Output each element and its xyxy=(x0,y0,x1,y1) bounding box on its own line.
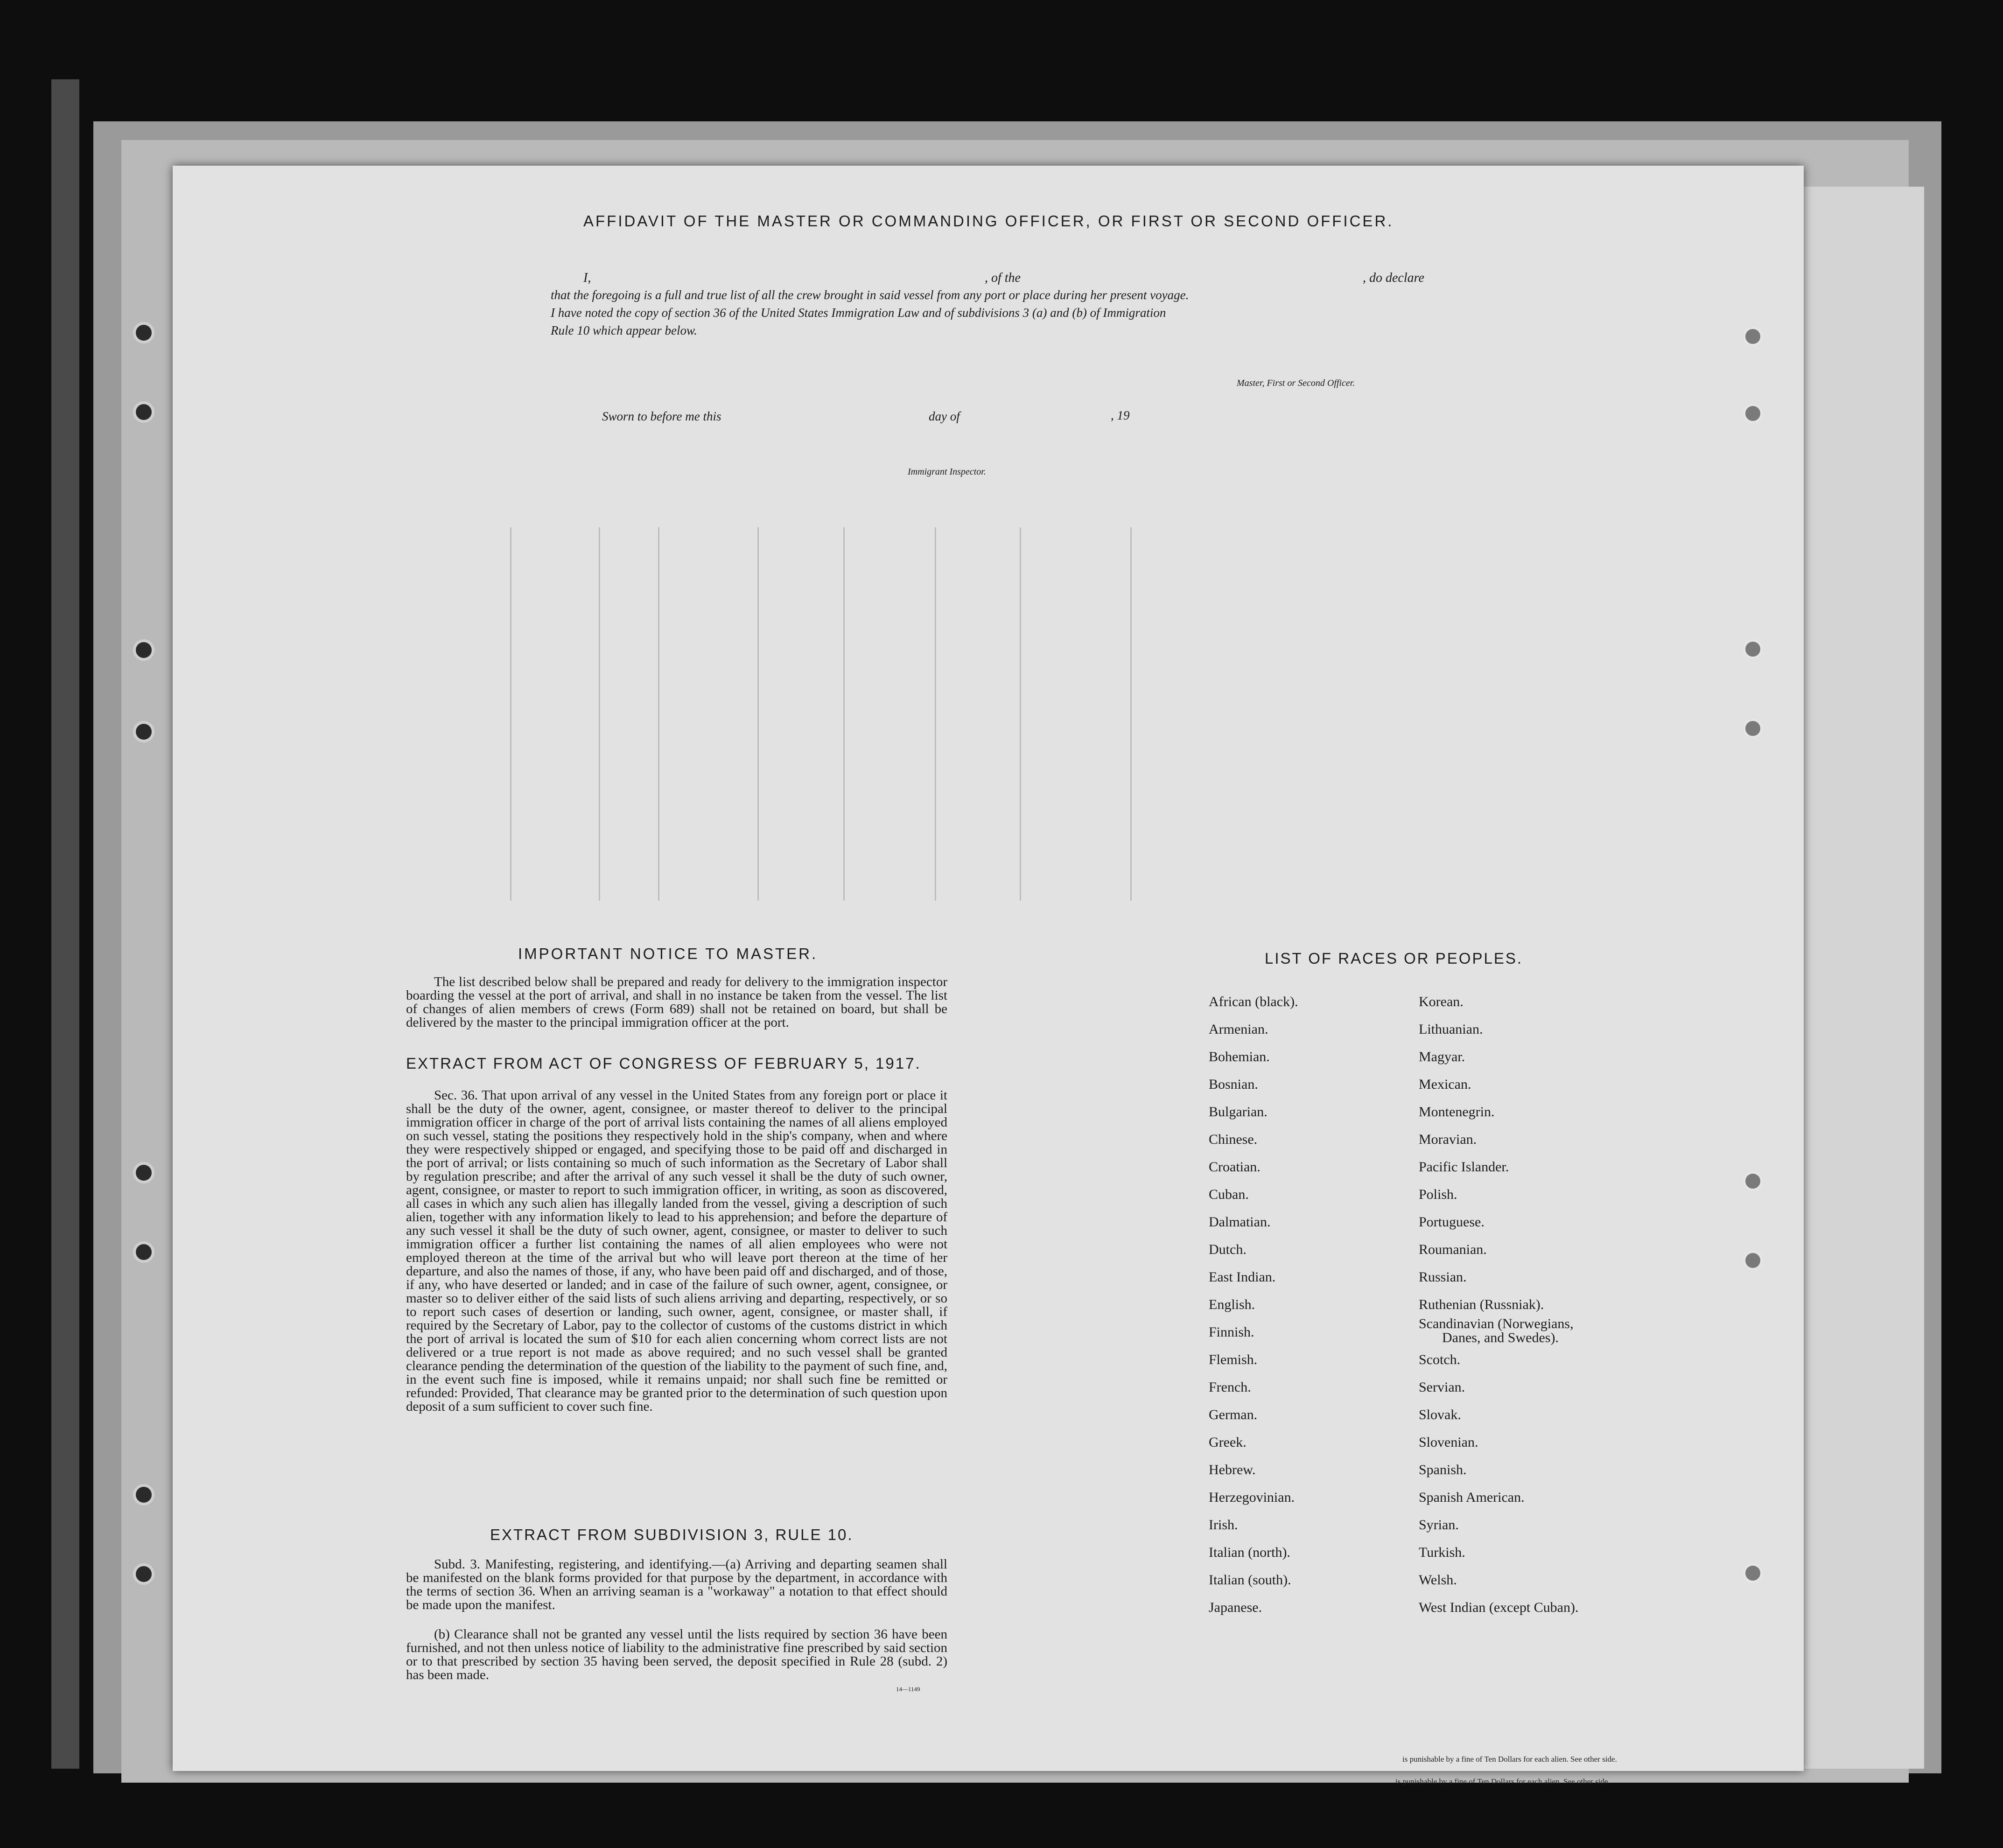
race-item: Slovenian. xyxy=(1419,1435,1478,1450)
race-item: Hebrew. xyxy=(1209,1462,1256,1477)
race-item: English. xyxy=(1209,1297,1255,1312)
race-item: French. xyxy=(1209,1379,1251,1395)
column-rule xyxy=(757,527,759,901)
race-item: Roumanian. xyxy=(1419,1242,1487,1257)
binder-hole xyxy=(133,1484,154,1505)
column-rule xyxy=(1130,527,1132,901)
year-label: , 19 xyxy=(1111,408,1130,422)
race-item: Servian. xyxy=(1419,1379,1465,1395)
race-item: Armenian. xyxy=(1209,1022,1268,1037)
race-item: Dalmatian. xyxy=(1209,1214,1271,1230)
race-item: Spanish American. xyxy=(1419,1490,1525,1505)
race-item: Flemish. xyxy=(1209,1352,1258,1367)
day-of-label: day of xyxy=(929,409,960,423)
affidavit-do-declare: , do declare xyxy=(1363,271,1424,285)
race-item: Croatian. xyxy=(1209,1159,1261,1175)
race-item: Japanese. xyxy=(1209,1600,1262,1615)
punch-hole xyxy=(1743,1251,1763,1270)
binder-hole xyxy=(133,401,154,423)
race-item: Portuguese. xyxy=(1419,1214,1485,1230)
column-rule xyxy=(658,527,659,901)
affidavit-title: AFFIDAVIT OF THE MASTER OR COMMANDING OFFICER, OR FIRST OR SECOND OFFICER. xyxy=(583,212,1394,230)
race-item: Scandinavian (Norwegians, xyxy=(1419,1316,1574,1331)
footer-note-2: is punishable by a fine of Ten Dollars for each alien. See other side. xyxy=(1395,1777,1610,1786)
inspector-label: Immigrant Inspector. xyxy=(908,467,986,477)
affidavit-line2: that the foregoing is a full and true list of all the crew brought in said vessel from any port or place during her present voyage. xyxy=(551,288,1189,302)
race-item: West Indian (except Cuban). xyxy=(1419,1600,1579,1615)
binder-hole xyxy=(133,322,154,343)
binder-hole xyxy=(133,639,154,661)
extract-rule-body-a: Subd. 3. Manifesting, registering, and identifying.—(a) Arriving and departing seamen shall be manifested on the blank forms provided for that purpose by the department, in accordance with the terms of section 36. When an arriving seaman is a "workaway" a notation to that effect should be made upon the manifest. xyxy=(406,1557,947,1612)
race-item: Pacific Islander. xyxy=(1419,1159,1509,1175)
race-item: Syrian. xyxy=(1419,1517,1459,1533)
race-item: Lithuanian. xyxy=(1419,1022,1483,1037)
race-item: Bulgarian. xyxy=(1209,1104,1268,1120)
race-item: Magyar. xyxy=(1419,1049,1465,1064)
extract-rule-title: EXTRACT FROM SUBDIVISION 3, RULE 10. xyxy=(490,1526,854,1543)
race-item: Italian (north). xyxy=(1209,1545,1290,1560)
right-sheet-edge xyxy=(1801,187,1924,1769)
column-rule xyxy=(843,527,845,901)
race-item: Turkish. xyxy=(1419,1545,1465,1560)
extract-rule-body-b: (b) Clearance shall not be granted any vessel until the lists required by section 36 have been furnished, and not then unless notice of liability to the administrative fine prescribed by said section or to that prescribed by section 35 having been served, the deposit specified in Rule 28 (subd. 2) has been made. xyxy=(406,1627,947,1682)
race-item: Welsh. xyxy=(1419,1572,1457,1588)
race-item: Mexican. xyxy=(1419,1077,1471,1092)
notice-body: The list described below shall be prepared and ready for delivery to the immigration inspector boarding the vessel at the port of arrival, and shall in no instance be taken from the vessel. The list of changes of alien members of crews (Form 689) shall not be retained on board, but shall be delivered by the master to the principal immigration officer at the port. xyxy=(406,974,947,1030)
race-item: Bosnian. xyxy=(1209,1077,1258,1092)
race-item: Russian. xyxy=(1419,1269,1467,1285)
race-item: Montenegrin. xyxy=(1419,1104,1495,1120)
punch-hole xyxy=(1743,327,1763,346)
binder-hole xyxy=(133,1162,154,1183)
binder-hole xyxy=(133,721,154,742)
race-item: African (black). xyxy=(1209,994,1298,1009)
race-item: Ruthenian (Russniak). xyxy=(1419,1297,1544,1312)
master-signature-label: Master, First or Second Officer. xyxy=(1237,378,1355,388)
extract-act-body: Sec. 36. That upon arrival of any vessel in the United States from any foreign port or place it shall be the duty of the owner, agent, consignee, or master thereof to deliver to the principal immigration officer in charge of the port of arrival lists containing the names of all aliens employed on such vessel, stating the positions they respectively hold in the ship's company, when and where they were respectively shipped or engaged, and specifying those to be paid off and discharged in the port of arrival; or lists containing so much of such information as the Secretary of Labor shall by regulation prescribe; and after the arrival of any such vessel it shall be the duty of such owner, agent, consignee, or master to report to such immigration officer, in writing, as soon as discovered, all cases in which any such alien has illegally landed from the vessel, giving a description of such alien, together with any information likely to lead to his apprehension; and before the departure of any such vessel it shall be the duty of such owner, agent, consignee, or master to deliver to such immigration officer a further list containing the names of all alien employees who were not employed thereon at the time of the arrival but who will leave port thereon at the time of her departure, and also the names of those, if any, who have been paid off and discharged, and of those, if any, who have deserted or landed; and in case of the failure of such owner, agent, consignee, or master so to deliver either of the said lists of such aliens arriving and departing, respectively, or so to report such cases of desertion or landing, such owner, agent, consignee, or master shall, if required by the Secretary of Labor, pay to the collector of customs of the customs district in which the port of arrival is located the sum of $10 for each alien concerning whom correct lists are not delivered or a true report is not made as above required; and no such vessel shall be granted clearance pending the determination of the question of the liability to the payment of such fine, and, in the event such fine is imposed, while it remains unpaid; nor shall such fine be remitted or refunded: Provided, That clearance may be granted prior to the determination of such question upon deposit of a sum sufficient to cover such fine. xyxy=(406,1088,947,1414)
race-item: Slovak. xyxy=(1419,1407,1461,1422)
races-title: LIST OF RACES OR PEOPLES. xyxy=(1265,950,1523,967)
column-rule xyxy=(935,527,936,901)
race-item: Herzegovinian. xyxy=(1209,1490,1295,1505)
race-item: Irish. xyxy=(1209,1517,1238,1533)
race-item: Polish. xyxy=(1419,1187,1457,1202)
binder-edge xyxy=(51,79,79,1769)
punch-hole xyxy=(1743,1563,1763,1583)
race-item: Italian (south). xyxy=(1209,1572,1291,1588)
affidavit-i: I, xyxy=(583,271,591,285)
race-item: Finnish. xyxy=(1209,1324,1254,1340)
race-item: Bohemian. xyxy=(1209,1049,1270,1064)
race-item: Korean. xyxy=(1419,994,1464,1009)
punch-hole xyxy=(1743,1171,1763,1191)
column-rule xyxy=(1020,527,1021,901)
race-item: Greek. xyxy=(1209,1435,1247,1450)
race-item: Dutch. xyxy=(1209,1242,1247,1257)
notice-title: IMPORTANT NOTICE TO MASTER. xyxy=(518,945,818,962)
affidavit-line3: I have noted the copy of section 36 of the United States Immigration Law and of subdivisions 3 (a) and (b) of Immigration xyxy=(551,306,1166,320)
binder-hole xyxy=(133,1563,154,1585)
affidavit-page xyxy=(173,166,1804,1771)
extract-act-title: EXTRACT FROM ACT OF CONGRESS OF FEBRUARY 5, 1917. xyxy=(406,1055,921,1072)
race-item: Chinese. xyxy=(1209,1132,1258,1147)
footer-note-1: is punishable by a fine of Ten Dollars for each alien. See other side. xyxy=(1402,1755,1617,1764)
column-rule xyxy=(510,527,511,901)
column-rule xyxy=(599,527,600,901)
race-item: Scotch. xyxy=(1419,1352,1461,1367)
punch-hole xyxy=(1743,639,1763,659)
punch-hole xyxy=(1743,719,1763,738)
race-item: German. xyxy=(1209,1407,1258,1422)
race-item: East Indian. xyxy=(1209,1269,1276,1285)
punch-hole xyxy=(1743,404,1763,423)
race-item: Moravian. xyxy=(1419,1132,1477,1147)
binder-hole xyxy=(133,1241,154,1263)
sworn-label: Sworn to before me this xyxy=(602,409,721,423)
race-item: Cuban. xyxy=(1209,1187,1249,1202)
race-item-continuation: Danes, and Swedes). xyxy=(1442,1330,1559,1345)
race-item: Spanish. xyxy=(1419,1462,1467,1477)
affidavit-line4: Rule 10 which appear below. xyxy=(551,323,697,337)
form-number: 14—1149 xyxy=(896,1686,920,1693)
affidavit-of-the: , of the xyxy=(985,271,1021,285)
